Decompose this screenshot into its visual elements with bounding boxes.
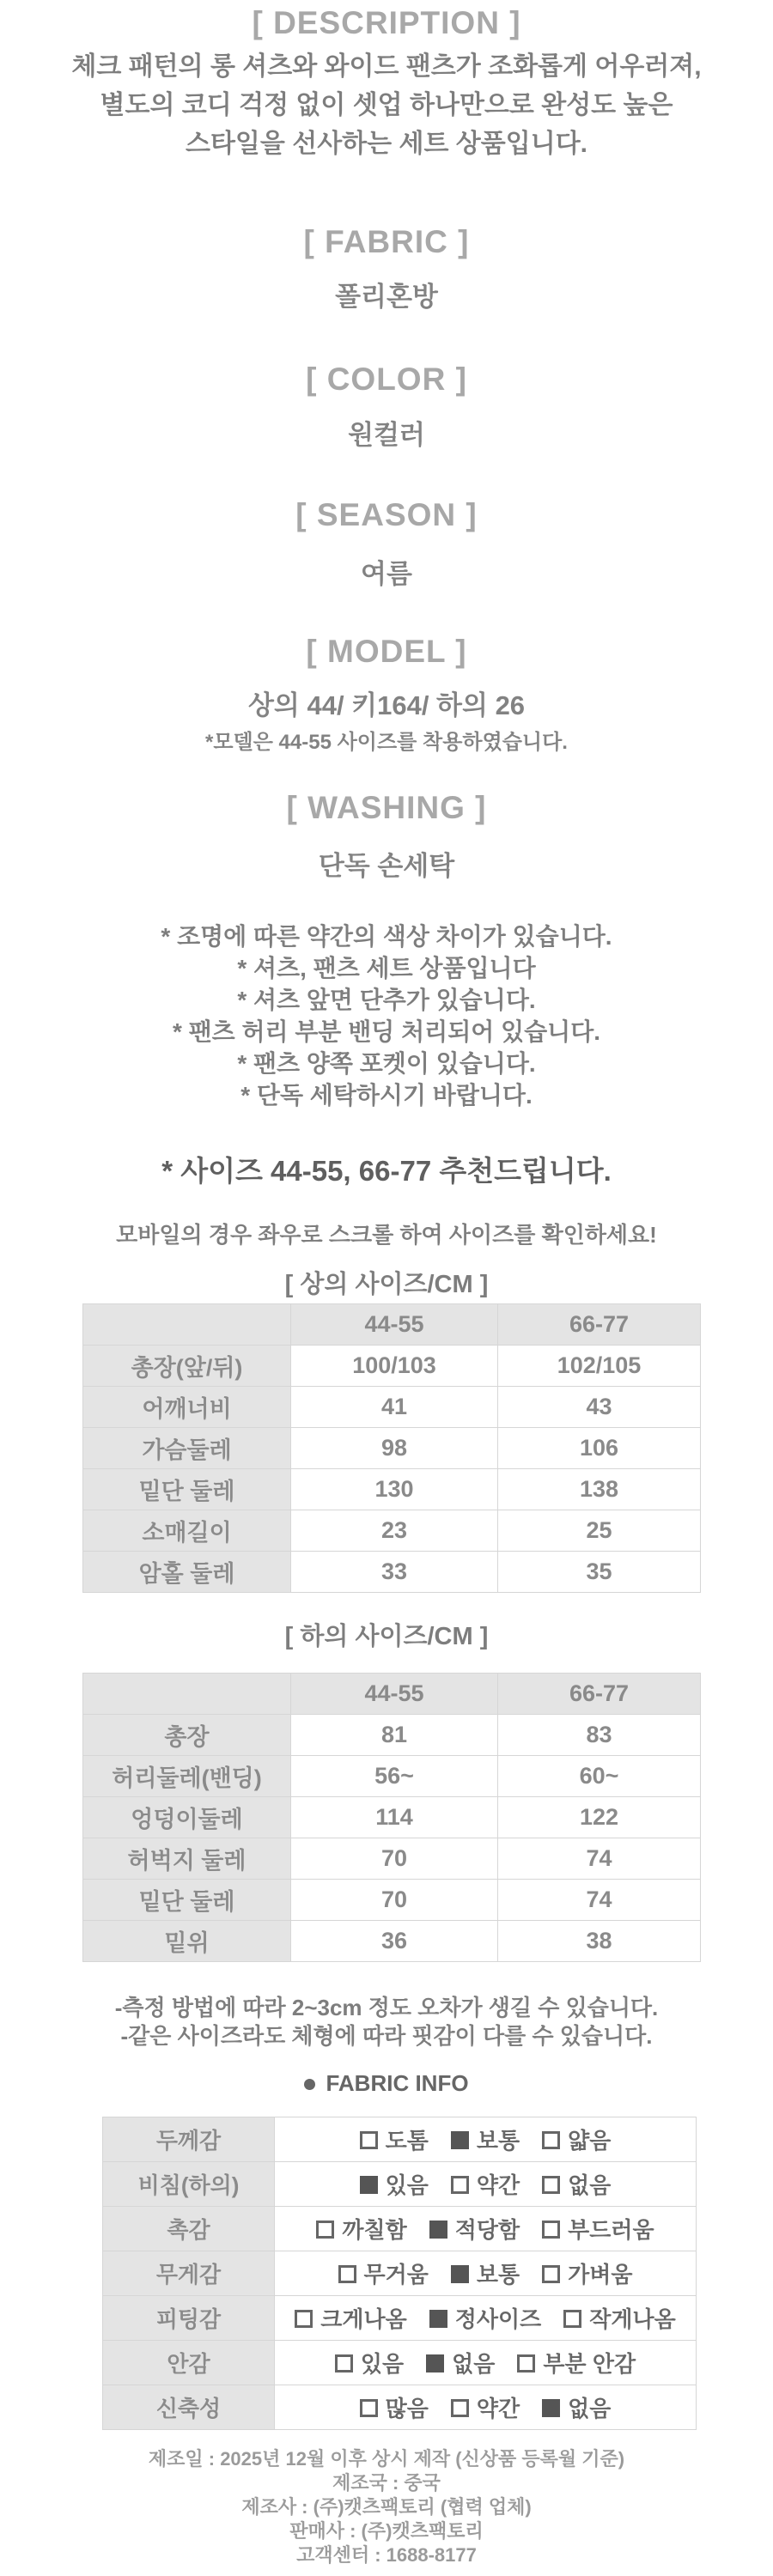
table-row bbox=[83, 1387, 701, 1428]
fabric-option: 부드러움 bbox=[542, 2213, 654, 2245]
fabric-attribute-label: 촉감 bbox=[103, 2207, 275, 2251]
measurement-value: 25 bbox=[498, 1510, 701, 1552]
product-note-line: * 조명에 따른 약간의 색상 차이가 있습니다. bbox=[161, 923, 612, 950]
footer-line: 제조사 : (주)캣츠팩토리 (협력 업체) bbox=[241, 2496, 532, 2518]
table-row bbox=[83, 1797, 701, 1838]
table-row bbox=[83, 1469, 701, 1510]
fabric-option: 약간 bbox=[451, 2168, 520, 2200]
fabric-option: 없음 bbox=[542, 2391, 611, 2423]
checkbox-unchecked-icon bbox=[338, 2265, 356, 2283]
product-note-line: * 단독 세탁하시기 바랍니다. bbox=[240, 1082, 533, 1109]
description-line: 스타일을 선사하는 세트 상품입니다. bbox=[185, 130, 588, 158]
checkbox-checked-icon bbox=[451, 2265, 469, 2283]
measurement-value: 60~ bbox=[498, 1756, 701, 1797]
measurement-label: 엉덩이둘레 bbox=[83, 1797, 291, 1838]
fabric-attribute-options bbox=[275, 2341, 697, 2385]
checkbox-checked-icon bbox=[429, 2221, 447, 2239]
fabric-info-row bbox=[103, 2296, 697, 2341]
season-value: 여름 bbox=[361, 559, 412, 589]
checkbox-unchecked-icon bbox=[542, 2131, 560, 2149]
fabric-option: 약간 bbox=[451, 2391, 520, 2423]
fabric-attribute-options bbox=[275, 2207, 697, 2251]
bottom-size-table bbox=[82, 1673, 701, 1962]
fabric-option: 얇음 bbox=[542, 2123, 611, 2155]
checkbox-unchecked-icon bbox=[451, 2399, 469, 2417]
color-section-title: [ COLOR ] bbox=[306, 361, 467, 397]
measurement-label: 밑단 둘레 bbox=[83, 1880, 291, 1921]
checkbox-unchecked-icon bbox=[542, 2221, 560, 2239]
fabric-option: 보통 bbox=[451, 2123, 520, 2155]
checkbox-checked-icon bbox=[429, 2310, 447, 2328]
fabric-attribute-options bbox=[275, 2162, 697, 2207]
model-size-note: *모델은 44-55 사이즈를 착용하였습니다. bbox=[205, 731, 568, 754]
fabric-attribute-options bbox=[275, 2385, 697, 2430]
fabric-attribute-label: 두께감 bbox=[103, 2117, 275, 2162]
footer-line: 제조국 : 중국 bbox=[332, 2472, 441, 2494]
checkbox-checked-icon bbox=[542, 2399, 560, 2417]
measurement-value: 56~ bbox=[291, 1756, 498, 1797]
checkbox-unchecked-icon bbox=[360, 2131, 378, 2149]
table-row bbox=[83, 1510, 701, 1552]
washing-section-title: [ WASHING ] bbox=[286, 790, 487, 825]
fabric-option: 부분 안감 bbox=[517, 2347, 636, 2379]
fabric-option: 까칠함 bbox=[316, 2213, 406, 2245]
measurement-note-line: -측정 방법에 따라 2~3cm 정도 오차가 생길 수 있습니다. bbox=[114, 1995, 659, 2020]
fabric-value: 폴리혼방 bbox=[335, 282, 438, 312]
mobile-scroll-note: 모바일의 경우 좌우로 스크롤 하여 사이즈를 확인하세요! bbox=[116, 1222, 657, 1248]
top-size-table bbox=[82, 1303, 701, 1593]
fabric-option: 보통 bbox=[451, 2257, 520, 2289]
model-value: 상의 44/ 키164/ 하의 26 bbox=[247, 690, 526, 720]
checkbox-unchecked-icon bbox=[295, 2310, 313, 2328]
checkbox-checked-icon bbox=[426, 2354, 444, 2372]
checkbox-unchecked-icon bbox=[563, 2310, 581, 2328]
table-row bbox=[83, 1880, 701, 1921]
fabric-info-row bbox=[103, 2251, 697, 2296]
measurement-label: 총장 bbox=[83, 1715, 291, 1756]
product-notes bbox=[0, 920, 773, 1111]
fabric-option: 없음 bbox=[542, 2168, 611, 2200]
fabric-attribute-label: 안감 bbox=[103, 2341, 275, 2385]
measurement-value: 23 bbox=[291, 1510, 498, 1552]
fabric-attribute-options bbox=[275, 2251, 697, 2296]
measurement-value: 74 bbox=[498, 1838, 701, 1880]
measurement-label: 가슴둘레 bbox=[83, 1428, 291, 1469]
measurement-value: 74 bbox=[498, 1880, 701, 1921]
fabric-info-row bbox=[103, 2117, 697, 2162]
size-table-header-row bbox=[83, 1674, 701, 1715]
fabric-info-row bbox=[103, 2385, 697, 2430]
measurement-value: 106 bbox=[498, 1428, 701, 1469]
checkbox-unchecked-icon bbox=[316, 2221, 334, 2239]
footer-line: 제조일 : 2025년 12월 이후 상시 제작 (신상품 등록월 기준) bbox=[148, 2448, 625, 2470]
fabric-attribute-options bbox=[275, 2296, 697, 2341]
top-size-table-title: [ 상의 사이즈/CM ] bbox=[284, 1271, 489, 1298]
manufacturer-footer bbox=[0, 2447, 773, 2567]
fabric-option: 도톰 bbox=[360, 2123, 429, 2155]
fabric-option: 작게나옴 bbox=[563, 2302, 675, 2334]
checkbox-unchecked-icon bbox=[335, 2354, 353, 2372]
description-line: 별도의 코디 걱정 없이 셋업 하나만으로 완성도 높은 bbox=[100, 91, 673, 119]
fabric-info-label: FABRIC INFO bbox=[326, 2070, 469, 2096]
fabric-info-table bbox=[102, 2117, 697, 2430]
fabric-info-row bbox=[103, 2207, 697, 2251]
size-column-header: 66-77 bbox=[498, 1674, 701, 1715]
product-note-line: * 팬츠 허리 부분 밴딩 처리되어 있습니다. bbox=[172, 1018, 601, 1045]
table-row bbox=[83, 1715, 701, 1756]
checkbox-unchecked-icon bbox=[517, 2354, 535, 2372]
fabric-option: 많음 bbox=[360, 2391, 429, 2423]
measurement-value: 35 bbox=[498, 1552, 701, 1593]
fabric-option: 정사이즈 bbox=[429, 2302, 541, 2334]
measurement-label: 어깨너비 bbox=[83, 1387, 291, 1428]
product-note-line: * 셔츠, 팬츠 세트 상품입니다 bbox=[237, 955, 536, 981]
checkbox-unchecked-icon bbox=[542, 2265, 560, 2283]
measurement-label: 허리둘레(밴딩) bbox=[83, 1756, 291, 1797]
fabric-attribute-label: 피팅감 bbox=[103, 2296, 275, 2341]
washing-value: 단독 손세탁 bbox=[318, 851, 455, 881]
fabric-attribute-label: 무게감 bbox=[103, 2251, 275, 2296]
measurement-notes bbox=[0, 1994, 773, 2050]
table-row bbox=[83, 1921, 701, 1962]
table-row bbox=[83, 1838, 701, 1880]
size-column-header bbox=[83, 1304, 291, 1346]
bottom-size-table-title: [ 하의 사이즈/CM ] bbox=[284, 1623, 489, 1650]
table-row bbox=[83, 1552, 701, 1593]
description-line: 체크 패턴의 롱 셔츠와 와이드 팬츠가 조화롭게 어우러져, bbox=[71, 52, 702, 81]
fabric-info-heading bbox=[0, 2070, 773, 2097]
fabric-section-title: [ FABRIC ] bbox=[303, 224, 470, 259]
measurement-value: 130 bbox=[291, 1469, 498, 1510]
measurement-label: 소매길이 bbox=[83, 1510, 291, 1552]
checkbox-checked-icon bbox=[360, 2176, 378, 2194]
measurement-label: 허벅지 둘레 bbox=[83, 1838, 291, 1880]
checkbox-unchecked-icon bbox=[542, 2176, 560, 2194]
checkbox-unchecked-icon bbox=[451, 2176, 469, 2194]
measurement-value: 122 bbox=[498, 1797, 701, 1838]
size-recommendation: * 사이즈 44-55, 66-77 추천드립니다. bbox=[161, 1155, 612, 1187]
fabric-attribute-options bbox=[275, 2117, 697, 2162]
checkbox-unchecked-icon bbox=[360, 2399, 378, 2417]
measurement-note-line: -같은 사이즈라도 체형에 따라 핏감이 다를 수 있습니다. bbox=[120, 2023, 653, 2049]
fabric-option: 없음 bbox=[426, 2347, 495, 2379]
description-section-title: [ DESCRIPTION ] bbox=[252, 5, 521, 40]
table-row bbox=[83, 1346, 701, 1387]
season-section-title: [ SEASON ] bbox=[295, 497, 478, 532]
fabric-option: 있음 bbox=[335, 2347, 404, 2379]
size-column-header: 66-77 bbox=[498, 1304, 701, 1346]
measurement-value: 98 bbox=[291, 1428, 498, 1469]
footer-line: 판매사 : (주)캣츠팩토리 bbox=[289, 2520, 484, 2542]
measurement-value: 138 bbox=[498, 1469, 701, 1510]
size-table-header-row bbox=[83, 1304, 701, 1346]
bullet-icon bbox=[304, 2079, 315, 2090]
description-text bbox=[0, 47, 773, 163]
measurement-label: 암홀 둘레 bbox=[83, 1552, 291, 1593]
model-section-title: [ MODEL ] bbox=[306, 634, 467, 669]
measurement-value: 81 bbox=[291, 1715, 498, 1756]
checkbox-checked-icon bbox=[451, 2131, 469, 2149]
measurement-value: 102/105 bbox=[498, 1346, 701, 1387]
color-value: 원컬러 bbox=[348, 420, 425, 450]
measurement-label: 총장(앞/뒤) bbox=[83, 1346, 291, 1387]
fabric-option: 있음 bbox=[360, 2168, 429, 2200]
measurement-value: 43 bbox=[498, 1387, 701, 1428]
measurement-value: 70 bbox=[291, 1880, 498, 1921]
table-row bbox=[83, 1428, 701, 1469]
fabric-info-row bbox=[103, 2341, 697, 2385]
measurement-value: 33 bbox=[291, 1552, 498, 1593]
product-note-line: * 팬츠 양쪽 포켓이 있습니다. bbox=[237, 1050, 536, 1077]
measurement-value: 41 bbox=[291, 1387, 498, 1428]
measurement-value: 36 bbox=[291, 1921, 498, 1962]
fabric-attribute-label: 신축성 bbox=[103, 2385, 275, 2430]
fabric-info-row bbox=[103, 2162, 697, 2207]
measurement-value: 70 bbox=[291, 1838, 498, 1880]
fabric-option: 크게나옴 bbox=[295, 2302, 406, 2334]
size-column-header: 44-55 bbox=[291, 1304, 498, 1346]
size-column-header: 44-55 bbox=[291, 1674, 498, 1715]
footer-line: 고객센터 : 1688-8177 bbox=[296, 2544, 477, 2566]
measurement-label: 밑단 둘레 bbox=[83, 1469, 291, 1510]
measurement-label: 밑위 bbox=[83, 1921, 291, 1962]
fabric-option: 무거움 bbox=[338, 2257, 429, 2289]
measurement-value: 38 bbox=[498, 1921, 701, 1962]
table-row bbox=[83, 1756, 701, 1797]
fabric-option: 적당함 bbox=[429, 2213, 520, 2245]
measurement-value: 83 bbox=[498, 1715, 701, 1756]
measurement-value: 100/103 bbox=[291, 1346, 498, 1387]
fabric-option: 가벼움 bbox=[542, 2257, 632, 2289]
size-column-header bbox=[83, 1674, 291, 1715]
product-note-line: * 셔츠 앞면 단추가 있습니다. bbox=[237, 987, 536, 1013]
measurement-value: 114 bbox=[291, 1797, 498, 1838]
fabric-attribute-label: 비침(하의) bbox=[103, 2162, 275, 2207]
